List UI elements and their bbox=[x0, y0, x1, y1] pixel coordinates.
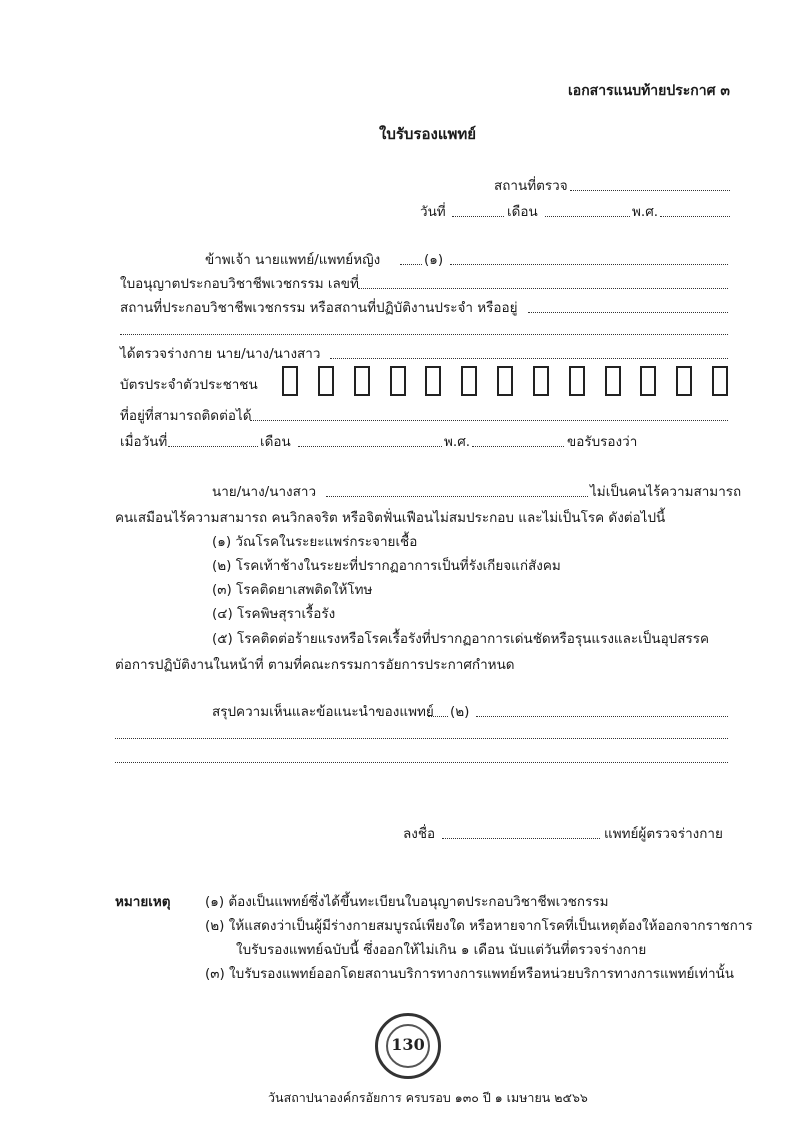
summary-field-line2[interactable] bbox=[115, 738, 728, 739]
date-field[interactable] bbox=[452, 216, 504, 217]
date-label: วันที่ bbox=[420, 204, 446, 220]
id-digit-box[interactable] bbox=[497, 366, 513, 396]
person-label: นาย/นาง/นางสาว bbox=[212, 484, 317, 500]
doctor-label: ข้าพเจ้า นายแพทย์/แพทย์หญิง bbox=[205, 252, 381, 268]
contact-address-field[interactable] bbox=[250, 420, 728, 421]
year-label: พ.ศ. bbox=[632, 204, 659, 220]
on-year-label: พ.ศ. bbox=[444, 434, 471, 450]
summary-prefill-dots bbox=[428, 716, 448, 717]
note-item-2-continued: ใบรับรองแพทย์ฉบับนี้ ซึ่งออกให้ไม่เกิน ๑ เดือน นับแต่วันที่ตรวจร่างกาย bbox=[236, 942, 647, 958]
id-digit-box[interactable] bbox=[569, 366, 585, 396]
not-incompetent-text: ไม่เป็นคนไร้ความสามารถ bbox=[590, 484, 742, 500]
sign-label: ลงชื่อ bbox=[403, 826, 436, 842]
note-ref-1: (๑) bbox=[424, 252, 444, 268]
anniversary-seal-logo bbox=[375, 1013, 441, 1079]
contact-address-label: ที่อยู่ที่สามารถติดต่อได้ bbox=[120, 408, 252, 424]
summary-field-line3[interactable] bbox=[115, 762, 728, 763]
id-digit-box[interactable] bbox=[425, 366, 441, 396]
annex-label: เอกสารแนบท้ายประกาศ ๓ bbox=[568, 83, 730, 99]
disease-item-5: (๕) โรคติดต่อร้ายแรงหรือโรคเรื้อรังที่ปรากฏอาการเด่นชัดหรือรุนแรงและเป็นอุปสรรค bbox=[212, 631, 710, 647]
examined-person-field[interactable] bbox=[330, 358, 728, 359]
id-digit-box[interactable] bbox=[461, 366, 477, 396]
on-year-field[interactable] bbox=[472, 446, 564, 447]
license-number-field[interactable] bbox=[358, 288, 728, 289]
seal-mark: 130 bbox=[391, 1035, 425, 1054]
id-card-label: บัตรประจำตัวประชาชน bbox=[120, 377, 258, 393]
person-name-field[interactable] bbox=[326, 496, 588, 497]
certify-label: ขอรับรองว่า bbox=[567, 434, 638, 450]
on-date-field[interactable] bbox=[168, 446, 258, 447]
workplace-label: สถานที่ประกอบวิชาชีพเวชกรรม หรือสถานที่ปฏิบัติงานประจำ หรืออยู่ bbox=[120, 300, 518, 316]
month-label: เดือน bbox=[507, 204, 538, 220]
note-item-3: (๓) ใบรับรองแพทย์ออกโดยสถานบริการทางการแพทย์หรือหน่วยบริการทางการแพทย์เท่านั้น bbox=[205, 966, 734, 982]
on-month-label: เดือน bbox=[260, 434, 291, 450]
year-field[interactable] bbox=[660, 216, 730, 217]
disease-item-1: (๑) วัณโรคในระยะแพร่กระจายเชื้อ bbox=[212, 534, 418, 550]
disease-item-5-continued: ต่อการปฏิบัติงานในหน้าที่ ตามที่คณะกรรมการอัยการประกาศกำหนด bbox=[115, 657, 515, 673]
document-title: ใบรับรองแพทย์ bbox=[379, 125, 477, 143]
signature-field[interactable] bbox=[442, 838, 600, 839]
notes-heading: หมายเหตุ bbox=[115, 894, 171, 910]
license-label: ใบอนุญาตประกอบวิชาชีพเวชกรรม เลขที่ bbox=[120, 276, 359, 292]
disease-item-3: (๓) โรคติดยาเสพติดให้โทษ bbox=[212, 582, 373, 598]
id-digit-box[interactable] bbox=[533, 366, 549, 396]
seal-inner-ring bbox=[386, 1024, 430, 1068]
note-item-2: (๒) ให้แสดงว่าเป็นผู้มีร่างกายสมบูรณ์เพียงใด หรือหายจากโรคที่เป็นเหตุต้องให้ออกจากราชการ bbox=[205, 918, 753, 934]
workplace-field[interactable] bbox=[528, 312, 728, 313]
examined-person-label: ได้ตรวจร่างกาย นาย/นาง/นางสาว bbox=[120, 346, 321, 362]
id-digit-box[interactable] bbox=[640, 366, 656, 396]
disease-item-2: (๒) โรคเท้าช้างในระยะที่ปรากฏอาการเป็นที่รังเกียจแก่สังคม bbox=[212, 558, 561, 574]
id-digit-box[interactable] bbox=[282, 366, 298, 396]
on-month-field[interactable] bbox=[298, 446, 442, 447]
note-item-1: (๑) ต้องเป็นแพทย์ซึ่งได้ขึ้นทะเบียนใบอนุญาตประกอบวิชาชีพเวชกรรม bbox=[205, 894, 609, 910]
month-field[interactable] bbox=[545, 216, 630, 217]
summary-label: สรุปความเห็นและข้อแนะนำของแพทย์ bbox=[212, 704, 434, 720]
exam-place-field[interactable] bbox=[570, 190, 730, 191]
exam-place-label: สถานที่ตรวจ bbox=[494, 178, 568, 194]
on-date-label: เมื่อวันที่ bbox=[120, 434, 168, 450]
id-digit-box[interactable] bbox=[712, 366, 728, 396]
id-digit-box[interactable] bbox=[605, 366, 621, 396]
id-digit-box[interactable] bbox=[676, 366, 692, 396]
anniversary-text: วันสถาปนาองค์กรอัยการ ครบรอบ ๑๓๐ ปี ๑ เมษายน ๒๕๖๖ bbox=[268, 1090, 588, 1105]
id-digit-box[interactable] bbox=[354, 366, 370, 396]
note-ref-2: (๒) bbox=[450, 704, 470, 720]
workplace-field-line2[interactable] bbox=[120, 334, 728, 335]
disease-item-4: (๔) โรคพิษสุราเรื้อรัง bbox=[212, 606, 336, 622]
id-digit-box[interactable] bbox=[390, 366, 406, 396]
doctor-name-field[interactable] bbox=[450, 264, 728, 265]
id-digit-box[interactable] bbox=[318, 366, 334, 396]
examiner-label: แพทย์ผู้ตรวจร่างกาย bbox=[604, 826, 723, 842]
statement-line-2: คนเสมือนไร้ความสามารถ คนวิกลจริต หรือจิตฟั่นเฟือนไม่สมประกอบ และไม่เป็นโรค ดังต่อไปนี้ bbox=[115, 510, 666, 526]
summary-field[interactable] bbox=[476, 716, 728, 717]
doctor-prefill-dots bbox=[400, 264, 422, 265]
